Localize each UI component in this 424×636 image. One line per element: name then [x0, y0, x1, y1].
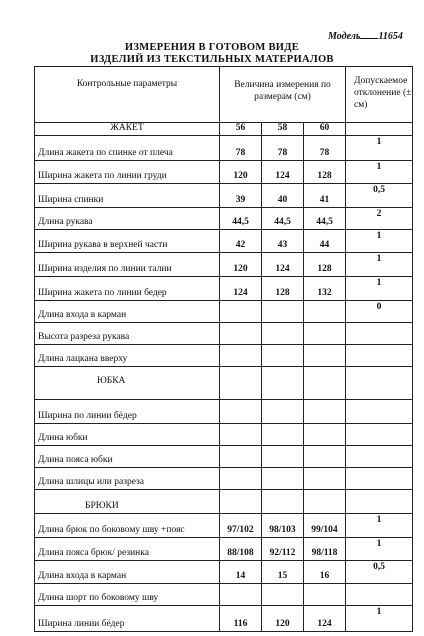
section-label-jacket: ЖАКЕТ [35, 123, 220, 136]
size-value: 124 [304, 606, 346, 632]
header-params: Контрольные параметры [35, 67, 220, 123]
size-value: 40 [262, 184, 304, 208]
empty-cell [220, 367, 262, 400]
size-value: 132 [304, 277, 346, 301]
param-name: Длина пояса брюк/ резинка [35, 538, 220, 561]
size-value [220, 345, 262, 367]
size-value: 116 [220, 606, 262, 632]
document-title-line2: ИЗДЕЛИЙ ИЗ ТЕКСТИЛЬНЫХ МАТЕРИАЛОВ [90, 54, 334, 65]
tolerance-value: 1 [346, 230, 413, 253]
size-value [262, 345, 304, 367]
param-name: Длина входа в карман [35, 301, 220, 323]
section-label-trousers: БРЮКИ [35, 490, 220, 514]
size-value: 78 [304, 136, 346, 161]
tolerance-value: 0 [346, 301, 413, 323]
size-value [304, 446, 346, 468]
size-value: 128 [304, 161, 346, 184]
table-row [35, 253, 413, 277]
table-row [35, 136, 413, 161]
size-value [262, 584, 304, 606]
size-value: 120 [220, 161, 262, 184]
table-row [35, 277, 413, 301]
size-value: 43 [262, 230, 304, 253]
table-row [35, 446, 413, 468]
size-value [220, 446, 262, 468]
table-row [35, 424, 413, 446]
table-row [35, 323, 413, 345]
size-value: 14 [220, 561, 262, 584]
size-value: 97/102 [220, 514, 262, 538]
header-tolerance: Допускаемое отклонение (± см) [346, 67, 413, 123]
model-label: Модель [328, 31, 361, 42]
tolerance-value: 1 [346, 161, 413, 184]
param-name: Ширина жакета по линии бедер [35, 277, 220, 301]
tolerance-value: 1 [346, 538, 413, 561]
table-row [35, 301, 413, 323]
size-value [304, 584, 346, 606]
tolerance-value [346, 424, 413, 446]
param-name: Длина шорт по боковому шву [35, 584, 220, 606]
size-value [262, 301, 304, 323]
size-value [220, 400, 262, 424]
size-value [262, 424, 304, 446]
param-name: Ширина линии бёдер [35, 606, 220, 632]
tolerance-value: 2 [346, 208, 413, 230]
param-name: Длина юбки [35, 424, 220, 446]
table-row [35, 400, 413, 424]
tolerance-value [346, 400, 413, 424]
param-name: Длина пояса юбки [35, 446, 220, 468]
table-row [35, 208, 413, 230]
table-row [35, 468, 413, 490]
size-value: 92/112 [262, 538, 304, 561]
tolerance-value [346, 468, 413, 490]
size-header: 60 [304, 123, 346, 136]
param-name: Ширина рукава в верхней части [35, 230, 220, 253]
tolerance-value: 0,5 [346, 561, 413, 584]
param-name: Ширина по линии бёдер [35, 400, 220, 424]
measurements-table [34, 66, 413, 632]
size-value: 124 [262, 161, 304, 184]
tolerance-value: 1 [346, 514, 413, 538]
tolerance-value: 1 [346, 277, 413, 301]
param-name: Длина шлицы или разреза [35, 468, 220, 490]
size-value: 15 [262, 561, 304, 584]
size-value: 120 [220, 253, 262, 277]
tolerance-value: 1 [346, 253, 413, 277]
model-underline [360, 30, 378, 39]
section-row-jacket [35, 123, 413, 136]
size-value [220, 584, 262, 606]
section-row-skirt [35, 367, 413, 400]
size-header: 56 [220, 123, 262, 136]
size-value: 44,5 [304, 208, 346, 230]
size-value [304, 424, 346, 446]
param-name: Длина рукава [35, 208, 220, 230]
size-value [262, 400, 304, 424]
param-name: Ширина изделия по линии талии [35, 253, 220, 277]
section-label-skirt: ЮБКА [35, 367, 220, 400]
size-value: 99/104 [304, 514, 346, 538]
size-value: 124 [262, 253, 304, 277]
table-row [35, 345, 413, 367]
size-value [220, 424, 262, 446]
size-value [304, 323, 346, 345]
param-name: Ширина спинки [35, 184, 220, 208]
tolerance-value [346, 345, 413, 367]
tolerance-value [346, 323, 413, 345]
empty-cell [220, 490, 262, 514]
empty-cell [304, 367, 346, 400]
size-value: 16 [304, 561, 346, 584]
size-value [262, 323, 304, 345]
size-value [262, 468, 304, 490]
tolerance-value: 0,5 [346, 184, 413, 208]
size-value: 44,5 [262, 208, 304, 230]
model-number-label [328, 30, 403, 42]
empty-cell [262, 367, 304, 400]
param-name: Длина брюк по боковому шву +пояс [35, 514, 220, 538]
size-value: 41 [304, 184, 346, 208]
size-value [220, 301, 262, 323]
size-value [220, 323, 262, 345]
table-header-row [35, 67, 413, 123]
table-row [35, 584, 413, 606]
tolerance-value: 1 [346, 606, 413, 632]
tolerance-value: 1 [346, 136, 413, 161]
size-value: 78 [262, 136, 304, 161]
empty-cell [304, 490, 346, 514]
param-name: Длина лацкана вверху [35, 345, 220, 367]
size-value: 128 [262, 277, 304, 301]
table-row [35, 230, 413, 253]
size-value: 98/103 [262, 514, 304, 538]
model-number: 11654 [378, 31, 403, 42]
empty-cell [346, 367, 413, 400]
param-name: Длина жакета по спинке от плеча [35, 136, 220, 161]
size-value [304, 468, 346, 490]
table-row [35, 606, 413, 632]
size-value: 44,5 [220, 208, 262, 230]
table-row [35, 184, 413, 208]
size-value [304, 345, 346, 367]
empty-cell [346, 490, 413, 514]
size-value: 98/118 [304, 538, 346, 561]
param-name: Ширина жакета по линии груди [35, 161, 220, 184]
table-row [35, 538, 413, 561]
size-value [220, 468, 262, 490]
size-value: 88/108 [220, 538, 262, 561]
tolerance-value [346, 584, 413, 606]
tolerance-empty [346, 123, 413, 136]
size-value: 42 [220, 230, 262, 253]
size-value [262, 446, 304, 468]
header-sizes: Величина измерения по размерам (см) [220, 67, 346, 123]
param-name: Длина входа в карман [35, 561, 220, 584]
param-name: Высота разреза рукава [35, 323, 220, 345]
tolerance-value [346, 446, 413, 468]
size-value [304, 400, 346, 424]
size-value: 120 [262, 606, 304, 632]
document-title-line1: ИЗМЕРЕНИЯ В ГОТОВОМ ВИДЕ [124, 42, 300, 53]
section-row-trousers [35, 490, 413, 514]
size-value: 128 [304, 253, 346, 277]
size-value: 78 [220, 136, 262, 161]
table-row [35, 561, 413, 584]
size-value: 39 [220, 184, 262, 208]
empty-cell [262, 490, 304, 514]
size-header: 58 [262, 123, 304, 136]
size-value: 124 [220, 277, 262, 301]
size-value [304, 301, 346, 323]
table-row [35, 161, 413, 184]
size-value: 44 [304, 230, 346, 253]
table-row [35, 514, 413, 538]
